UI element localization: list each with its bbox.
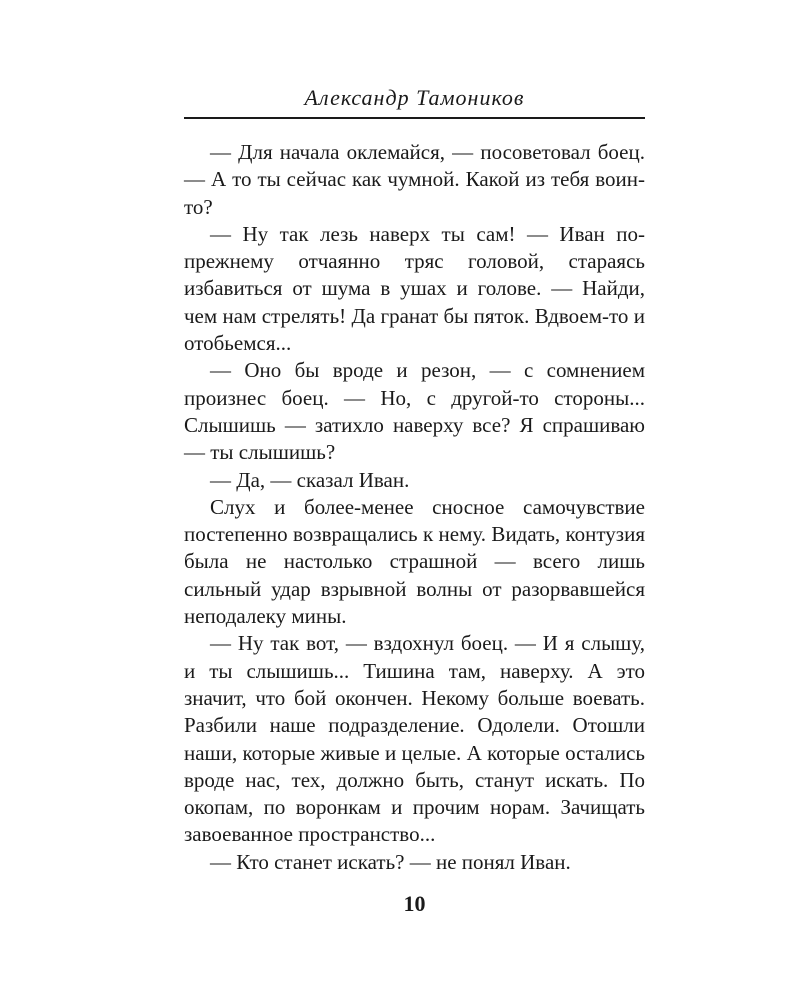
paragraph: — Кто станет искать? — не понял Иван. — [210, 849, 571, 874]
header-rule — [184, 117, 645, 119]
paragraph: — Ну так лезь наверх ты сам! — Иван по-прежнему отчаянно тряс головой, стараясь избавиться от шума в ушах и голове. — Найди, чем нам стрелять! Да гранат бы пяток. Вдвоем-то и отобьемся... — [184, 221, 645, 356]
page-number: 10 — [403, 891, 426, 916]
paragraph: — Для начала оклемайся, — посоветовал боец. — А то ты сейчас как чумной. Какой из тебя воин-то? — [184, 140, 645, 219]
running-head-author: Александр Тамоников — [304, 85, 525, 110]
paragraph: — Ну так вот, — вздохнул боец. — И я слышу, и ты слышишь... Тишина там, наверху. А это значит, что бой окончен. Некому больше воевать. Разбили наше подразделение. Одолели. Отошли наши, которые живые и целые. А которые остались вроде нас, тех, должно быть, станут искать. По окопам, по воронкам и прочим норам. Зачищать завоеванное пространство... — [184, 631, 645, 847]
paragraph: — Оно бы вроде и резон, — с сомнением произнес боец. — Но, с другой-то стороны... Слышишь — затихло наверху все? Я спрашиваю — ты слышишь? — [184, 358, 645, 465]
paragraph: — Да, — сказал Иван. — [210, 467, 410, 492]
body-text — [184, 139, 645, 876]
paragraph: Слух и более-менее сносное самочувствие постепенно возвращались к нему. Видать, контузия была не настолько страшной — всего лишь сильный удар взрывной волны от разорвавшейся неподалеку мины. — [184, 494, 645, 629]
